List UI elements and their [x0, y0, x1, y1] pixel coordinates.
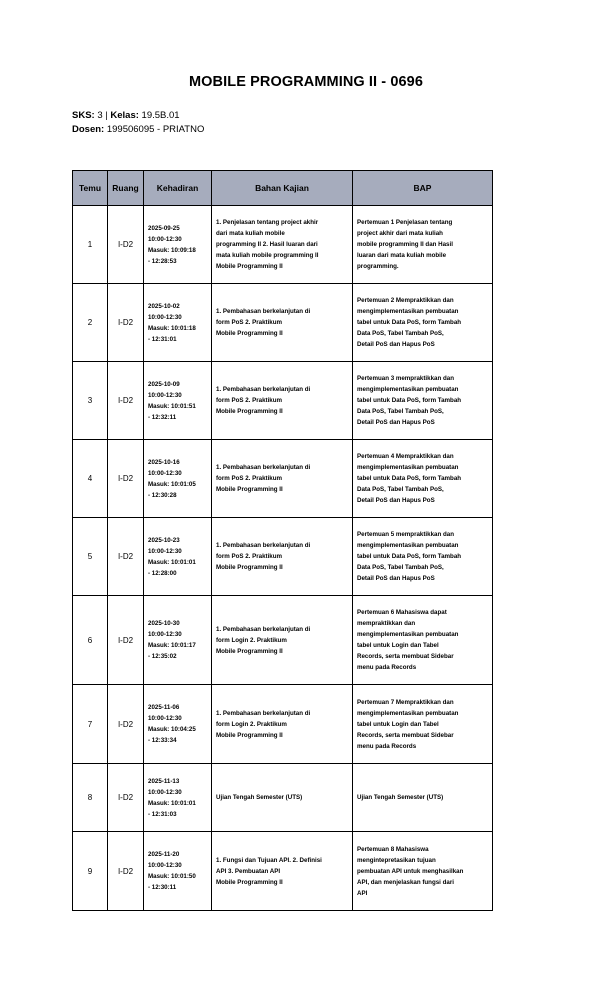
kehadiran-cell-line: Masuk: 10:01:18	[148, 324, 196, 332]
bap-cell	[353, 596, 493, 685]
dosen-value: 199506095 - PRIATNO	[106, 124, 205, 135]
bahan-kajian-cell-line: 1. Pembahasan berkelanjutan di	[216, 625, 311, 633]
bahan-kajian-cell	[212, 206, 353, 284]
table-row	[73, 596, 493, 685]
ruang-cell: I-D2	[108, 832, 144, 911]
meta-separator: |	[105, 110, 108, 121]
kehadiran-cell-line: 10:00-12:30	[148, 715, 182, 722]
ruang-cell: I-D2	[108, 362, 144, 440]
bahan-kajian-cell-line: form Login 2. Praktikum	[216, 636, 287, 644]
table-row	[73, 685, 493, 764]
kehadiran-cell-line: 2025-10-16	[148, 458, 180, 466]
table-row	[73, 362, 493, 440]
kehadiran-cell-line: 10:00-12:30	[148, 391, 182, 399]
kehadiran-cell-line: Masuk: 10:04:25	[148, 726, 196, 733]
bap-cell-line: mengimplementasikan pembuatan	[357, 542, 459, 549]
bahan-kajian-cell-line: API 3. Pembuatan API	[216, 867, 281, 875]
bap-cell	[353, 362, 493, 440]
bap-cell-line: Data PoS, Tabel Tambah PoS,	[357, 564, 444, 571]
ruang-cell: I-D2	[108, 518, 144, 596]
kehadiran-cell-line: - 12:28:53	[148, 257, 177, 265]
bap-cell	[353, 206, 493, 284]
table-header-row	[73, 171, 493, 206]
bap-cell-line: Data PoS, Tabel Tambah PoS,	[357, 486, 444, 493]
kehadiran-cell-line: - 12:28:00	[148, 569, 177, 577]
ruang-cell: I-D2	[108, 284, 144, 362]
kehadiran-cell-line: Masuk: 10:01:01	[148, 558, 196, 566]
kehadiran-cell-line: - 12:35:02	[148, 653, 177, 660]
kehadiran-cell	[144, 685, 212, 764]
kehadiran-cell	[144, 518, 212, 596]
bahan-kajian-cell	[212, 518, 353, 596]
bahan-kajian-cell	[212, 284, 353, 362]
kehadiran-cell-line: Masuk: 10:01:50	[148, 873, 196, 880]
bap-cell-line: project akhir dari mata kuliah	[357, 230, 443, 237]
kehadiran-cell-line: Masuk: 10:01:05	[148, 480, 196, 488]
kehadiran-cell-line: 10:00-12:30	[148, 631, 182, 638]
temu-cell: 9	[73, 832, 108, 911]
sks-value: 3	[97, 110, 103, 121]
bahan-kajian-cell-line: form Login 2. Praktikum	[216, 720, 287, 728]
bap-cell-line: Pertemuan 8 Mahasiswa	[357, 845, 429, 853]
bahan-kajian-cell-line: Mobile Programming II	[216, 647, 283, 655]
bahan-kajian-cell	[212, 596, 353, 685]
bap-cell	[353, 518, 493, 596]
bahan-kajian-cell-line: form PoS 2. Praktikum	[216, 475, 283, 482]
table-row	[73, 440, 493, 518]
dosen-label: Dosen:	[72, 124, 105, 135]
bap-cell	[353, 764, 493, 832]
bahan-kajian-cell	[212, 362, 353, 440]
temu-cell: 3	[73, 362, 108, 440]
kehadiran-cell-line: 2025-11-06	[148, 704, 180, 711]
bap-cell-line: API	[357, 889, 368, 897]
bahan-kajian-cell-line: form PoS 2. Praktikum	[216, 397, 283, 404]
header-kehadiran: Kehadiran	[144, 171, 212, 206]
bap-cell-line: mempraktikkan dan	[357, 620, 416, 627]
bahan-kajian-cell-line: Mobile Programming II	[216, 731, 283, 739]
bahan-kajian-cell-line: 1. Fungsi dan Tujuan API. 2. Definisi	[216, 856, 322, 864]
bahan-kajian-cell	[212, 832, 353, 911]
kehadiran-cell-line: 2025-10-23	[148, 536, 180, 544]
bap-cell-line: Detail PoS dan Hapus PoS	[357, 575, 435, 582]
bap-cell-line: tabel untuk Login dan Tabel	[357, 720, 439, 728]
bap-cell-line: Pertemuan 2 Mempraktikkan dan	[357, 297, 454, 304]
course-meta-dosen	[72, 124, 204, 135]
table-body	[73, 206, 493, 911]
bahan-kajian-cell-line: Mobile Programming II	[216, 486, 283, 493]
bap-cell-line: Pertemuan 7 Mempraktikkan dan	[357, 698, 454, 706]
kehadiran-cell-line: Masuk: 10:09:18	[148, 246, 196, 254]
bahan-kajian-cell-line: Mobile Programming II	[216, 564, 283, 571]
bap-cell-line: mengimplementasikan pembuatan	[357, 631, 459, 638]
kehadiran-cell	[144, 832, 212, 911]
bap-cell-line: menu pada Records	[357, 742, 417, 750]
table-row	[73, 518, 493, 596]
kehadiran-cell-line: 2025-11-20	[148, 851, 180, 858]
bahan-kajian-cell-line: Ujian Tengah Semester (UTS)	[216, 794, 303, 801]
course-meta-sks-kelas	[72, 110, 180, 121]
bap-cell-line: mengintepretasikan tujuan	[357, 856, 436, 864]
kehadiran-cell-line: 10:00-12:30	[148, 788, 182, 796]
bahan-kajian-cell-line: form PoS 2. Praktikum	[216, 319, 283, 326]
kelas-value: 19.5B.01	[141, 110, 180, 121]
header-bahan-kajian: Bahan Kajian	[212, 171, 353, 206]
temu-cell: 4	[73, 440, 108, 518]
temu-cell: 1	[73, 206, 108, 284]
bahan-kajian-cell-line: 1. Pembahasan berkelanjutan di	[216, 542, 311, 549]
kehadiran-cell	[144, 440, 212, 518]
attendance-table	[72, 170, 493, 911]
bahan-kajian-cell-line: 1. Pembahasan berkelanjutan di	[216, 308, 311, 315]
bahan-kajian-cell-line: dari mata kuliah mobile	[216, 230, 285, 237]
bap-cell-line: Pertemuan 6 Mahasiswa dapat	[357, 609, 447, 616]
bahan-kajian-cell-line: 1. Pembahasan berkelanjutan di	[216, 464, 311, 471]
temu-cell: 6	[73, 596, 108, 685]
bap-cell-line: Detail PoS dan Hapus PoS	[357, 419, 435, 426]
ruang-cell: I-D2	[108, 685, 144, 764]
table-row	[73, 764, 493, 832]
kehadiran-cell	[144, 596, 212, 685]
bap-cell-line: Records, serta membuat Sidebar	[357, 653, 454, 660]
bap-cell-line: tabel untuk Login dan Tabel	[357, 642, 439, 649]
page-title: MOBILE PROGRAMMING II - 0696	[188, 74, 424, 90]
bap-cell-line: mengimplementasikan pembuatan	[357, 308, 459, 315]
kehadiran-cell-line: 2025-10-02	[148, 302, 180, 310]
bap-cell-line: Pertemuan 5 mempraktikkan dan	[357, 531, 454, 538]
kehadiran-cell-line: - 12:31:01	[148, 335, 177, 343]
bap-cell	[353, 832, 493, 911]
bahan-kajian-cell	[212, 440, 353, 518]
bap-cell-line: mengimplementasikan pembuatan	[357, 709, 459, 717]
kehadiran-cell-line: Masuk: 10:01:01	[148, 799, 196, 807]
bahan-kajian-cell-line: Mobile Programming II	[216, 263, 283, 270]
table-row	[73, 832, 493, 911]
bahan-kajian-cell-line: Mobile Programming II	[216, 878, 283, 886]
kehadiran-cell-line: - 12:30:11	[148, 884, 177, 891]
header-ruang: Ruang	[108, 171, 144, 206]
ruang-cell: I-D2	[108, 764, 144, 832]
bahan-kajian-cell-line: form PoS 2. Praktikum	[216, 553, 283, 560]
bap-cell-line: Records, serta membuat Sidebar	[357, 731, 454, 739]
temu-cell: 5	[73, 518, 108, 596]
bap-cell-line: Pertemuan 3 mempraktikkan dan	[357, 375, 454, 382]
kehadiran-cell-line: 2025-09-25	[148, 224, 180, 232]
bahan-kajian-cell	[212, 685, 353, 764]
ruang-cell: I-D2	[108, 440, 144, 518]
ruang-cell: I-D2	[108, 206, 144, 284]
kehadiran-cell-line: Masuk: 10:01:51	[148, 402, 196, 410]
bap-cell-line: mengimplementasikan pembuatan	[357, 464, 459, 471]
kehadiran-cell-line: 10:00-12:30	[148, 469, 182, 477]
bahan-kajian-cell-line: 1. Pembahasan berkelanjutan di	[216, 386, 311, 393]
bap-cell-line: Detail PoS dan Hapus PoS	[357, 497, 435, 504]
kehadiran-cell-line: 10:00-12:30	[148, 547, 182, 555]
table-row	[73, 206, 493, 284]
kehadiran-cell	[144, 206, 212, 284]
bap-cell-line: API, dan menjelaskan fungsi dari	[357, 878, 454, 886]
bap-cell-line: tabel untuk Data PoS, form Tambah	[357, 553, 462, 560]
kehadiran-cell-line: - 12:31:03	[148, 810, 177, 818]
bap-cell-line: Pertemuan 4 Mempraktikkan dan	[357, 453, 454, 460]
temu-cell: 7	[73, 685, 108, 764]
sks-label: SKS:	[72, 110, 95, 121]
bap-cell-line: Data PoS, Tabel Tambah PoS,	[357, 330, 444, 337]
bap-cell-line: programming.	[357, 263, 399, 270]
temu-cell: 8	[73, 764, 108, 832]
kehadiran-cell-line: 2025-10-30	[148, 620, 180, 627]
bap-cell-line: luaran dari mata kuliah mobile	[357, 252, 447, 259]
kehadiran-cell	[144, 362, 212, 440]
kehadiran-cell-line: 10:00-12:30	[148, 313, 182, 321]
kehadiran-cell-line: - 12:32:11	[148, 413, 177, 421]
bahan-kajian-cell-line: Mobile Programming II	[216, 330, 283, 337]
bap-cell-line: tabel untuk Data PoS, form Tambah	[357, 319, 462, 326]
bap-cell-line: Data PoS, Tabel Tambah PoS,	[357, 408, 444, 415]
bap-cell-line: tabel untuk Data PoS, form Tambah	[357, 475, 462, 482]
kehadiran-cell-line: 10:00-12:30	[148, 862, 182, 869]
kehadiran-cell	[144, 764, 212, 832]
bahan-kajian-cell-line: 1. Pembahasan berkelanjutan di	[216, 709, 311, 717]
bap-cell-line: Detail PoS dan Hapus PoS	[357, 341, 435, 348]
kehadiran-cell	[144, 284, 212, 362]
kehadiran-cell-line: Masuk: 10:01:17	[148, 642, 196, 649]
kelas-label: Kelas:	[110, 110, 139, 121]
bap-cell-line: mobile programming II dan Hasil	[357, 241, 453, 248]
kehadiran-cell-line: 2025-11-13	[148, 777, 180, 785]
header-temu: Temu	[73, 171, 108, 206]
bahan-kajian-cell-line: mata kuliah mobile programming II	[216, 252, 319, 259]
ruang-cell: I-D2	[108, 596, 144, 685]
kehadiran-cell-line: 2025-10-09	[148, 380, 180, 388]
bap-cell-line: mengimplementasikan pembuatan	[357, 386, 459, 393]
bap-cell	[353, 440, 493, 518]
bahan-kajian-cell-line: Mobile Programming II	[216, 408, 283, 415]
bahan-kajian-cell	[212, 764, 353, 832]
bahan-kajian-cell-line: 1. Penjelasan tentang project akhir	[216, 219, 319, 226]
bap-cell-line: tabel untuk Data PoS, form Tambah	[357, 397, 462, 404]
temu-cell: 2	[73, 284, 108, 362]
bap-cell-line: menu pada Records	[357, 664, 417, 671]
kehadiran-cell-line: 10:00-12:30	[148, 235, 182, 243]
bap-cell-line: Pertemuan 1 Penjelasan tentang	[357, 219, 453, 226]
bap-cell-line: pembuatan API untuk menghasilkan	[357, 867, 464, 875]
bap-cell-line: Ujian Tengah Semester (UTS)	[357, 794, 444, 801]
bahan-kajian-cell-line: programming II 2. Hasil luaran dari	[216, 241, 318, 248]
kehadiran-cell-line: - 12:33:34	[148, 737, 177, 744]
bap-cell	[353, 284, 493, 362]
table-row	[73, 284, 493, 362]
header-bap: BAP	[353, 171, 493, 206]
bap-cell	[353, 685, 493, 764]
kehadiran-cell-line: - 12:30:28	[148, 491, 177, 499]
